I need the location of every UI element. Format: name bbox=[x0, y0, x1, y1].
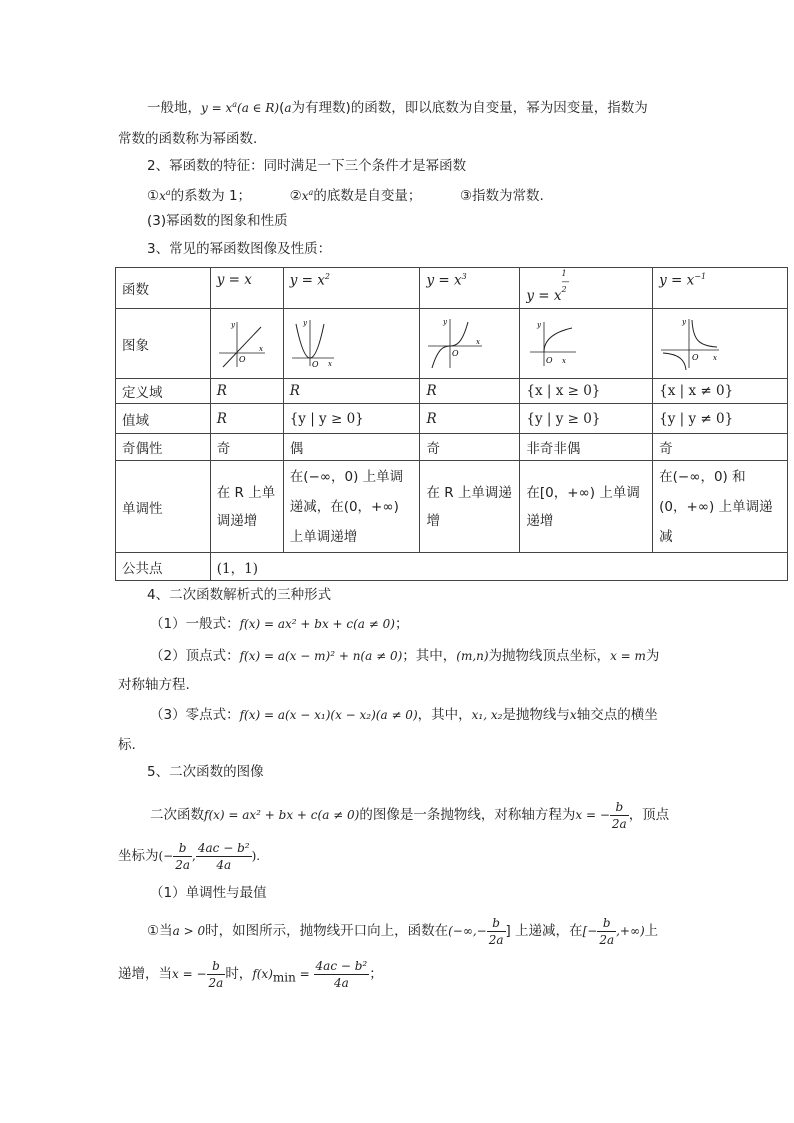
f2-label: （2）顶点式： bbox=[150, 648, 240, 664]
range-5: {y | y ≠ 0} bbox=[653, 404, 788, 434]
table-row-function bbox=[116, 268, 788, 309]
gp2-frac2-den: 4a bbox=[216, 857, 232, 872]
range-3: R bbox=[420, 404, 520, 434]
gp3-frac1 bbox=[487, 915, 506, 948]
parity-4: 非奇非偶 bbox=[520, 434, 653, 461]
gp2-open: (− bbox=[158, 849, 174, 863]
f3-label: （3）零点式： bbox=[150, 707, 240, 723]
graph-para-1 bbox=[150, 797, 669, 833]
gp3-int2: [− bbox=[582, 924, 598, 938]
domain-2: R bbox=[283, 379, 420, 404]
gp3-a: ①当 bbox=[147, 923, 173, 939]
func-2: $y = x^2$ bbox=[283, 268, 420, 309]
gp1-frac-num: b bbox=[610, 799, 629, 816]
gp4-f: f(x) bbox=[252, 967, 273, 981]
intro-formula-cond: (a ∈ R) bbox=[237, 101, 280, 115]
gp4-frac2 bbox=[314, 958, 370, 991]
graph-linear bbox=[217, 319, 267, 369]
func-5: $y = x^{-1}$ bbox=[653, 268, 788, 309]
intro-formula bbox=[201, 101, 279, 115]
feature-conditions bbox=[147, 183, 544, 206]
section3-subtitle: 3、常见的幂函数图像及性质： bbox=[147, 241, 332, 257]
gp1-formula: f(x) = ax² + bx + c(a ≠ 0) bbox=[204, 808, 360, 822]
gp1-c: ，顶点 bbox=[628, 807, 670, 823]
f3-mid: ，其中， bbox=[417, 707, 472, 723]
domain-1: R bbox=[210, 379, 283, 404]
graph-cell-4 bbox=[520, 309, 653, 379]
row-label-common: 公共点 bbox=[116, 553, 211, 581]
graph-cell-3 bbox=[420, 309, 520, 379]
gp3-frac2-den: 2a bbox=[599, 932, 615, 947]
row-label-range: 值域 bbox=[116, 404, 211, 434]
cond1-formula: $x^a$ bbox=[159, 188, 171, 203]
gp4-frac2-den: 4a bbox=[333, 975, 349, 990]
gp2-frac2 bbox=[196, 840, 252, 873]
f1-label: （1）一般式： bbox=[150, 616, 240, 632]
row-label-monotonic: 单调性 bbox=[116, 461, 211, 553]
quad-form-2-line2: 对称轴方程. bbox=[118, 677, 190, 693]
parity-3: 奇 bbox=[420, 434, 520, 461]
gp1-frac bbox=[610, 799, 629, 832]
mono-4: 在[0，+∞) 上单调递增 bbox=[520, 461, 653, 553]
f2-xm: x = m bbox=[610, 649, 646, 663]
gp2-frac1-num: b bbox=[173, 840, 192, 857]
graph-para-4 bbox=[118, 956, 383, 996]
f2-mid: ；其中， bbox=[402, 648, 457, 664]
gp4-eq: = bbox=[295, 967, 314, 981]
table-row-range bbox=[116, 404, 788, 434]
graph-cell-5 bbox=[653, 309, 788, 379]
gp2-close: ). bbox=[251, 849, 261, 863]
row-label-graph: 图象 bbox=[116, 309, 211, 379]
graph-para-3 bbox=[147, 913, 658, 949]
gp4-b: 时， bbox=[225, 966, 253, 982]
svg-text:y: y bbox=[537, 321, 542, 329]
graph-title: 5、二次函数的图像 bbox=[147, 764, 264, 780]
func-1: y = x bbox=[210, 268, 283, 309]
feature-title: 2、幂函数的特征：同时满足一下三个条件才是幂函数 bbox=[147, 158, 467, 174]
svg-text:x: x bbox=[258, 344, 263, 353]
gp1-a: 二次函数 bbox=[150, 807, 204, 823]
f3-end: 是抛物线与 bbox=[502, 707, 570, 723]
gp1-b: 的图像是一条抛物线，对称轴方程为 bbox=[359, 807, 576, 823]
gp3-c: ] 上递减，在 bbox=[505, 923, 583, 939]
gp4-frac2-num: 4ac − b² bbox=[315, 958, 368, 973]
f3-formula: f(x) = a(x − x₁)(x − x₂)(a ≠ 0) bbox=[239, 708, 418, 722]
gp4-end: ； bbox=[369, 966, 383, 982]
f3-end2: 轴交点的横坐 bbox=[576, 707, 658, 723]
row-label-function: 函数 bbox=[116, 268, 211, 309]
table-row-parity bbox=[116, 434, 788, 461]
section3-title: (3)幂函数的图象和性质 bbox=[147, 213, 288, 229]
domain-5: {x | x ≠ 0} bbox=[653, 379, 788, 404]
gp2-frac2-num: 4ac − b² bbox=[197, 840, 250, 855]
gp3-frac2-num: b bbox=[597, 915, 616, 932]
intro-text-a: 一般地， bbox=[147, 100, 201, 116]
svg-text:O: O bbox=[311, 360, 319, 369]
parity-5: 奇 bbox=[653, 434, 788, 461]
range-1: R bbox=[210, 404, 283, 434]
svg-text:y: y bbox=[682, 318, 687, 326]
gp4-frac1-num: b bbox=[207, 958, 226, 975]
cond2-text: 的底数是自变量； bbox=[313, 188, 422, 204]
graph-cell-2 bbox=[283, 309, 420, 379]
range-2: {y | y ≥ 0} bbox=[283, 404, 420, 434]
svg-text:O: O bbox=[692, 353, 699, 362]
intro-paren: ( bbox=[279, 100, 285, 116]
f1-formula: f(x) = ax² + bx + c(a ≠ 0) bbox=[239, 617, 395, 631]
gp4-frac1-den: 2a bbox=[208, 975, 224, 990]
graph-sqrt bbox=[526, 316, 586, 371]
range-4: {y | y ≥ 0} bbox=[520, 404, 653, 434]
cond3-text: ③指数为常数. bbox=[459, 188, 544, 204]
graph-square bbox=[290, 316, 350, 371]
svg-text:x: x bbox=[476, 338, 481, 346]
table-row-common bbox=[116, 553, 788, 581]
graph-sub1: （1）单调性与最值 bbox=[150, 885, 267, 901]
svg-text:x: x bbox=[713, 354, 718, 362]
gp4-min: min bbox=[272, 970, 296, 985]
f3-xvar: x bbox=[569, 708, 577, 722]
mono-2: 在(−∞，0) 上单调递减，在(0，+∞) 上单调递增 bbox=[283, 461, 420, 553]
cond2-formula: $x^a$ bbox=[301, 188, 314, 203]
gp4-xeq: x = − bbox=[172, 967, 207, 981]
f2-mn: (m,n) bbox=[456, 649, 489, 663]
parity-2: 偶 bbox=[283, 434, 420, 461]
quad-title: 4、二次函数解析式的三种形式 bbox=[147, 587, 332, 603]
table-row-monotonic bbox=[116, 461, 788, 553]
f2-mid2: 为抛物线顶点坐标， bbox=[488, 648, 611, 664]
cond2-marker: ② bbox=[289, 188, 302, 204]
gp3-b: 时，如图所示，抛物线开口向上，函数在 bbox=[205, 923, 449, 939]
mono-3: 在 R 上单调递增 bbox=[420, 461, 520, 553]
f3-roots: x₁, x₂ bbox=[471, 708, 503, 722]
graph-cube bbox=[426, 316, 486, 371]
gp3-frac2 bbox=[597, 915, 616, 948]
gp2-a: 坐标为 bbox=[118, 848, 159, 864]
intro-formula-base: y = x bbox=[201, 101, 233, 115]
quad-form-1 bbox=[150, 614, 408, 634]
cond1-text: 的系数为 1； bbox=[170, 188, 252, 204]
graph-reciprocal bbox=[659, 316, 723, 371]
quad-form-3 bbox=[150, 705, 658, 725]
gp3-int1: (−∞,− bbox=[448, 924, 487, 938]
common-point: (1，1) bbox=[210, 553, 787, 581]
graph-cell-1 bbox=[210, 309, 283, 379]
graph-para-2: 坐标为(− $\frac{b}{2a}$ , $\frac{\text{4ac − b²}}{4a}$ ). bbox=[118, 840, 261, 872]
gp4-a: 递增，当 bbox=[118, 966, 172, 982]
cond1-marker: ① bbox=[147, 188, 160, 204]
func-3: $y = x^3$ bbox=[420, 268, 520, 309]
f2-end: 为 bbox=[645, 648, 660, 664]
svg-text:O: O bbox=[546, 356, 553, 365]
parity-1: 奇 bbox=[210, 434, 283, 461]
gp2-frac1 bbox=[173, 840, 192, 873]
gp1-xeq: x = − bbox=[575, 808, 610, 822]
svg-text:y: y bbox=[443, 318, 448, 326]
svg-text:x: x bbox=[327, 360, 332, 368]
domain-3: R bbox=[420, 379, 520, 404]
gp3-d: 上 bbox=[644, 923, 659, 939]
power-function-table bbox=[115, 267, 788, 581]
quad-form-2 bbox=[150, 646, 659, 666]
f1-end: ； bbox=[394, 616, 409, 632]
svg-text:x: x bbox=[562, 357, 567, 365]
gp2-frac1-den: 2a bbox=[175, 857, 191, 872]
intro-line-1 bbox=[147, 95, 648, 118]
svg-text:O: O bbox=[238, 354, 246, 364]
mono-1: 在 R 上单调递增 bbox=[210, 461, 283, 553]
intro-var: a bbox=[284, 101, 292, 115]
intro-formula-exp: a bbox=[232, 100, 238, 109]
gp4-frac1 bbox=[207, 958, 226, 991]
gp3-frac1-num: b bbox=[487, 915, 506, 932]
func-4: $y = x^{1 — 2}$ bbox=[520, 268, 653, 309]
gp3-frac1-den: 2a bbox=[488, 932, 504, 947]
intro-text-b: 为有理数)的函数，即以底数为自变量，幂为因变量，指数为 bbox=[291, 100, 648, 116]
row-label-parity: 奇偶性 bbox=[116, 434, 211, 461]
table-row-graph bbox=[116, 309, 788, 379]
mono-5: 在(−∞，0) 和(0，+∞) 上单调递减 bbox=[653, 461, 788, 553]
domain-4: {x | x ≥ 0} bbox=[520, 379, 653, 404]
quad-form-3-line2: 标. bbox=[118, 737, 136, 753]
intro-line-2: 常数的函数称为幂函数. bbox=[118, 131, 258, 147]
svg-text:y: y bbox=[302, 319, 307, 327]
f2-formula: f(x) = a(x − m)² + n(a ≠ 0) bbox=[239, 649, 403, 663]
svg-text:y: y bbox=[230, 320, 235, 329]
gp3-cond: a > 0 bbox=[172, 924, 206, 938]
gp3-int2b: ,+∞) bbox=[616, 924, 645, 938]
table-row-domain bbox=[116, 379, 788, 404]
row-label-domain: 定义域 bbox=[116, 379, 211, 404]
gp1-frac-den: 2a bbox=[611, 816, 627, 831]
svg-text:O: O bbox=[452, 349, 460, 358]
